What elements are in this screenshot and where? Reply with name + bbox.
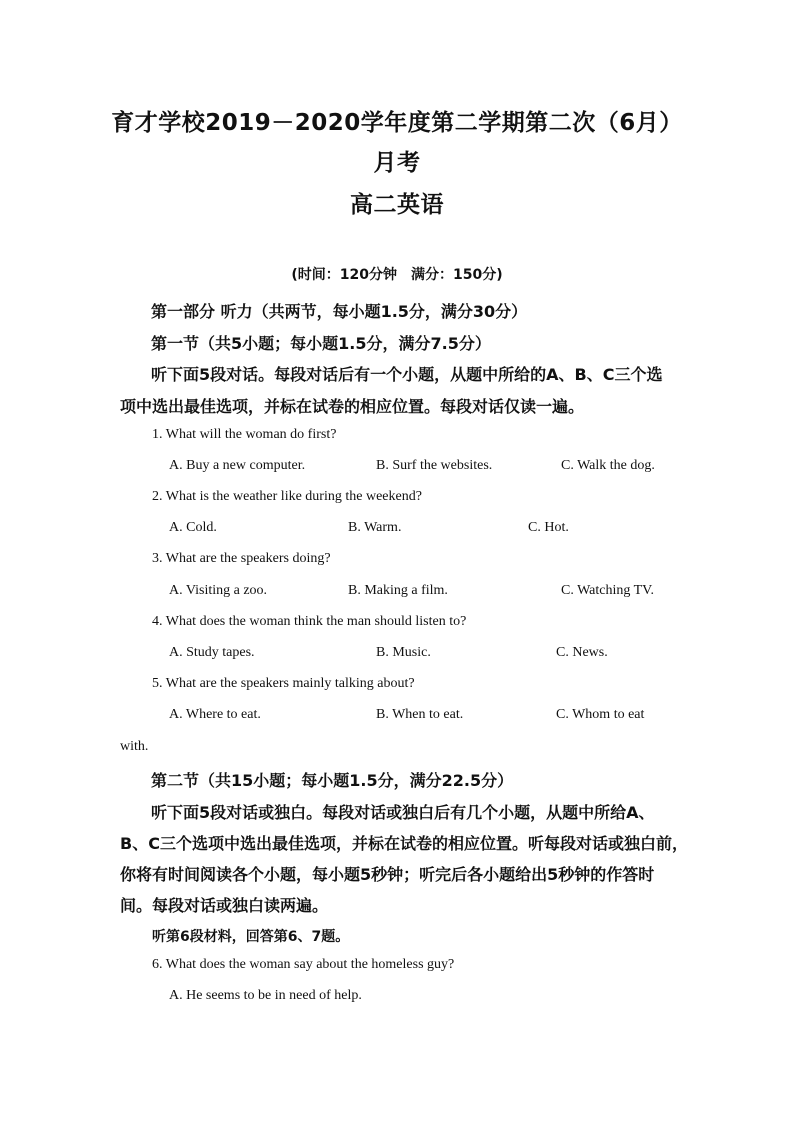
question-5: 5. What are the speakers mainly talking about? bbox=[152, 676, 415, 691]
exam-title-line2: 月考 bbox=[373, 150, 421, 176]
question-6-option-a: A. He seems to be in need of help. bbox=[169, 988, 362, 1003]
question-4: 4. What does the woman think the man should listen to? bbox=[152, 614, 467, 629]
question-1: 1. What will the woman do first? bbox=[152, 427, 337, 442]
question-3-option-a: A. Visiting a zoo. bbox=[169, 583, 268, 598]
question-3: 3. What are the speakers doing? bbox=[152, 551, 331, 566]
question-5-option-b: B. When to eat. bbox=[376, 707, 464, 722]
section2-instructions-3: 你将有时间阅读各个小题，每小题5秒钟；听完后各小题给出5秒钟的作答时 bbox=[120, 865, 655, 884]
section2-instructions-1: 听下面5段对话或独白。每段对话或独白后有几个小题，从题中所给A、 bbox=[151, 803, 655, 822]
question-4-option-a: A. Study tapes. bbox=[169, 645, 255, 660]
question-2: 2. What is the weather like during the weekend? bbox=[152, 489, 422, 504]
question-3-option-c: C. Watching TV. bbox=[561, 583, 654, 598]
question-6: 6. What does the woman say about the homeless guy? bbox=[152, 957, 455, 972]
section1-heading: 第一节（共5小题；每小题1.5分，满分7.5分） bbox=[151, 334, 491, 353]
material-heading: 听第6段材料，回答第6、7题。 bbox=[152, 929, 350, 945]
question-2-option-b: B. Warm. bbox=[348, 520, 402, 535]
question-2-option-c: C. Hot. bbox=[528, 520, 569, 535]
question-2-option-a: A. Cold. bbox=[169, 520, 217, 535]
section2-instructions-4: 间。每段对话或独白读两遍。 bbox=[120, 896, 329, 915]
question-4-option-c: C. News. bbox=[556, 645, 608, 660]
question-1-option-c: C. Walk the dog. bbox=[561, 458, 655, 473]
question-1-option-b: B. Surf the websites. bbox=[376, 458, 493, 473]
subject-title: 高二英语 bbox=[350, 192, 444, 218]
question-5-option-c-wrap: with. bbox=[120, 739, 149, 754]
section1-instructions-2: 项中选出最佳选项，并标在试卷的相应位置。每段对话仅读一遍。 bbox=[120, 397, 585, 416]
section2-instructions-2: B、C三个选项中选出最佳选项，并标在试卷的相应位置。听每段对话或独白前， bbox=[120, 834, 688, 853]
question-3-option-b: B. Making a film. bbox=[348, 583, 448, 598]
question-4-option-b: B. Music. bbox=[376, 645, 431, 660]
section1-instructions-1: 听下面5段对话。每段对话后有一个小题，从题中所给的A、B、C三个选 bbox=[151, 365, 663, 384]
section2-heading: 第二节（共15小题；每小题1.5分，满分22.5分） bbox=[151, 771, 514, 790]
exam-title-line1: 育才学校2019－2020学年度第二学期第二次（6月） bbox=[111, 110, 683, 136]
question-5-option-c: C. Whom to eat bbox=[556, 707, 645, 722]
question-1-option-a: A. Buy a new computer. bbox=[169, 458, 306, 473]
part1-heading: 第一部分 听力（共两节，每小题1.5分，满分30分） bbox=[151, 302, 528, 321]
question-5-option-a: A. Where to eat. bbox=[169, 707, 261, 722]
time-info: (时间：120分钟 满分：150分) bbox=[291, 267, 503, 283]
